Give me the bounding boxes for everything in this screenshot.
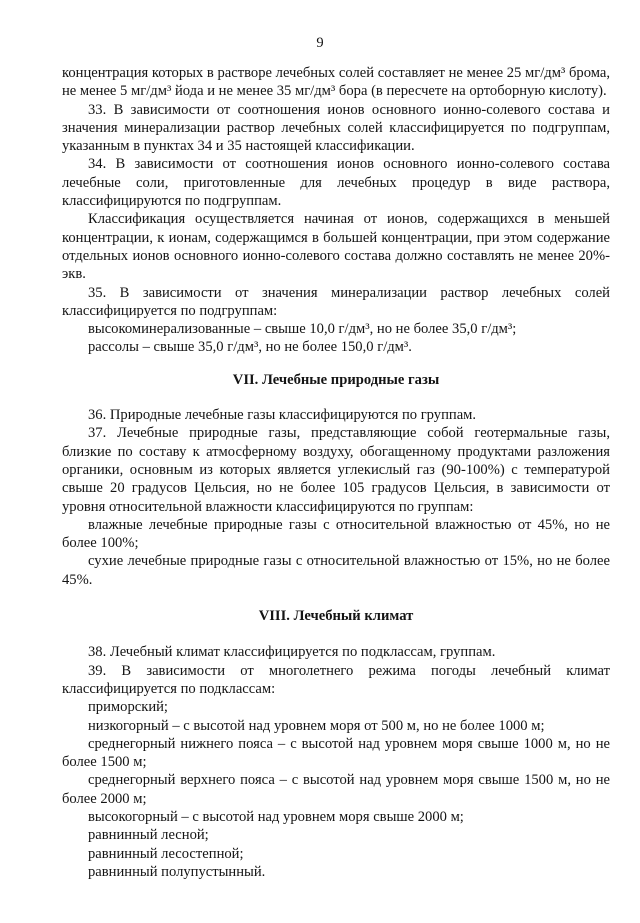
paragraph-33: 33. В зависимости от соотношения ионов основного ионно-солевого состава и значения минерализации раствор лечебных солей классифицируется по подгруппам, указанным в пунктах 34 и 35 настоящей классификации. — [62, 101, 610, 155]
paragraph-continuation: концентрация которых в растворе лечебных солей составляет не менее 25 мг/дм³ брома, не менее 5 мг/дм³ йода и не менее 35 мг/дм³ бора (в пересчете на ортоборную кислоту). — [62, 65, 610, 100]
list-item-low-mountain: низкогорный – с высотой над уровнем моря от 500 м, но не более 1000 м; — [88, 717, 545, 734]
paragraph-37: 37. Лечебные природные газы, представляющие собой геотермальные газы, близкие по составу к атмосферному воздуху, обогащенному продуктами разложения органики, основным из которых является углекислый газ (90-100%) с температурой свыше 20 градусов Цельсия, но не более 105 градусов Цельсия, в зависимости от уровня относительной влажности классифицируются по группам: — [62, 425, 610, 515]
list-item-mid-mountain-lower: среднегорный нижнего пояса – с высотой над уровнем моря свыше 1000 м, но не более 1500 м; — [62, 735, 610, 771]
section-heading-viii: VIII. Лечебный климат — [258, 608, 414, 625]
list-item-high-mountain: высокогорный – с высотой над уровнем моря свыше 2000 м; — [88, 808, 464, 825]
paragraph-39: 39. В зависимости от многолетнего режима погоды лечебный климат классифицируется по подклассам: — [62, 662, 610, 697]
list-item-highly-mineralized: высокоминерализованные – свыше 10,0 г/дм³, но не более 35,0 г/дм³; — [88, 321, 517, 338]
list-item-brines: рассолы – свыше 35,0 г/дм³, но не более 150,0 г/дм³. — [88, 339, 412, 356]
paragraph-38: 38. Лечебный климат классифицируется по подклассам, группам. — [88, 644, 496, 661]
list-item-dry-gases: сухие лечебные природные газы с относительной влажностью от 15%, но не более 45%. — [62, 553, 610, 588]
paragraph-34: 34. В зависимости от соотношения ионов основного ионно-солевого состава лечебные соли, приготовленные для лечебных процедур в виде раствора, классифицируются по подгруппам. — [62, 156, 610, 210]
section-heading-vii: VII. Лечебные природные газы — [232, 371, 440, 388]
paragraph-35: 35. В зависимости от значения минерализации раствор лечебных солей классифицируется по подгруппам: — [62, 284, 610, 319]
paragraph-36: 36. Природные лечебные газы классифицируются по группам. — [88, 407, 477, 424]
list-item-plain-semi-desert: равнинный полупустынный. — [88, 863, 266, 880]
paragraph-classification-note: Классификация осуществляется начиная от ионов, содержащихся в меньшей концентрации, к ионам, содержащимся в большей концентрации, при этом содержание отдельных ионов основного ионно-солевого состава должно составлять не менее 20%-экв. — [62, 211, 610, 283]
list-item-plain-forest-steppe: равнинный лесостепной; — [88, 845, 244, 862]
list-item-mid-mountain-upper: среднегорный верхнего пояса – с высотой над уровнем моря свыше 1500 м, но не более 2000 м; — [62, 772, 610, 807]
page-number: 9 — [316, 35, 324, 51]
list-item-humid-gases: влажные лечебные природные газы с относительной влажностью от 45%, но не более 100%; — [62, 516, 610, 552]
page-body — [62, 64, 610, 881]
list-item-plain-forest: равнинный лесной; — [88, 827, 209, 844]
list-item-seaside: приморский; — [88, 699, 168, 716]
